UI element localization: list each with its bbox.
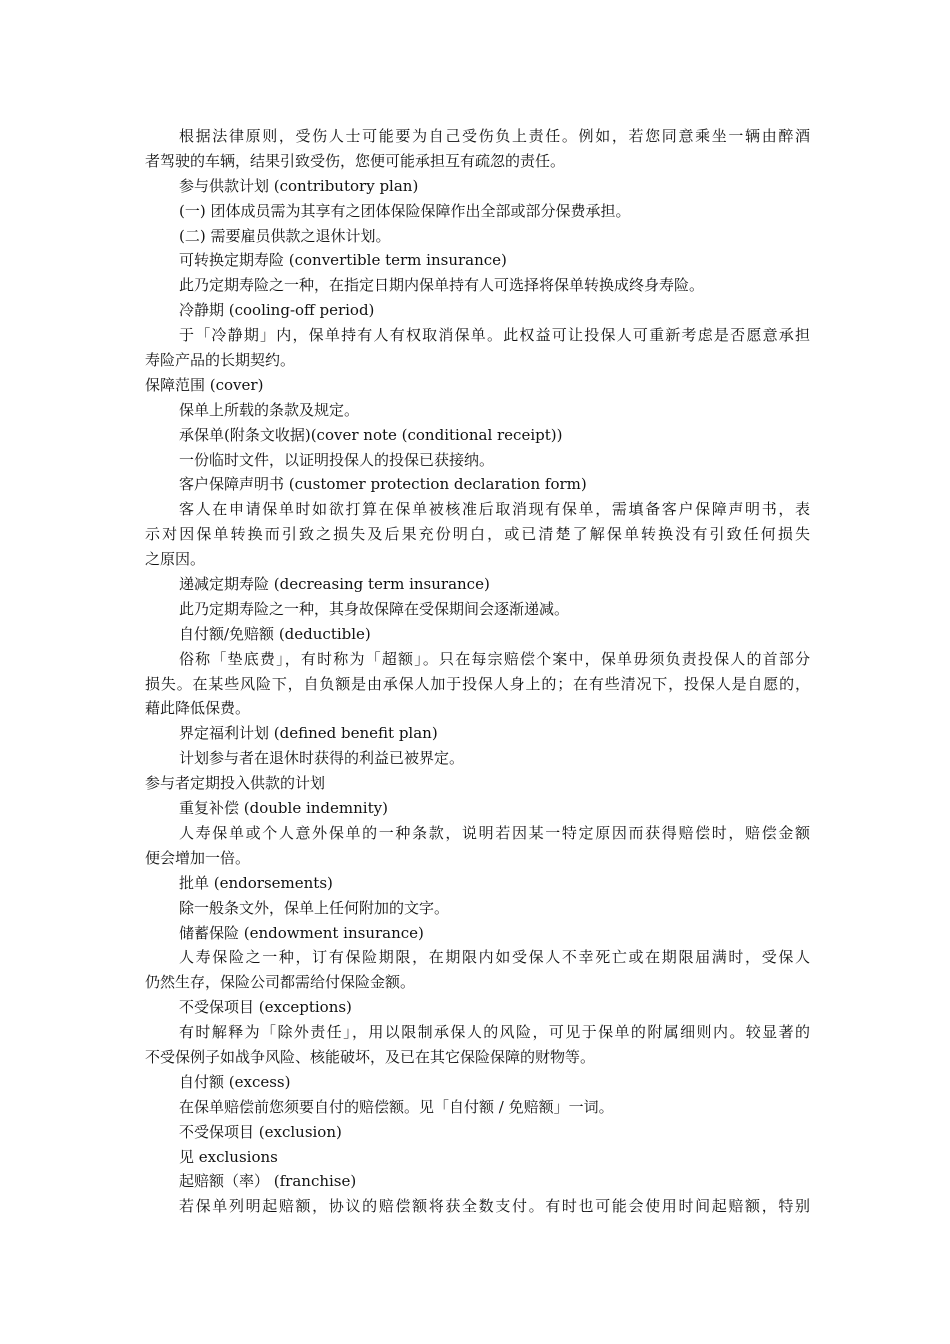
text-line: 不受保项目 (exceptions)	[179, 998, 352, 1017]
text-line: 除一般条文外，保单上任何附加的文字。	[179, 898, 450, 917]
text-line: 起赔额（率） (franchise)	[179, 1172, 357, 1191]
text-line: 有时解释为「除外责任」，用以限制承保人的风险，可见于保单的附属细则内。较显著的	[179, 1023, 810, 1042]
text-line: 此乃定期寿险之一种，在指定日期内保单持有人可选择将保单转换成终身寿险。	[179, 276, 705, 295]
text-line: 根据法律原则，受伤人士可能要为自己受伤负上责任。例如，若您同意乘坐一辆由醉酒	[179, 127, 810, 145]
text-line: 在保单赔偿前您须要自付的赔偿额。见「自付额 / 免赔额」一词。	[179, 1097, 614, 1116]
text-line: 储蓄保险 (endowment insurance)	[179, 923, 424, 942]
text-line: 见 exclusions	[179, 1147, 278, 1166]
text-line: 界定福利计划 (defined benefit plan)	[179, 724, 438, 743]
text-line: 自付额/免赔额 (deductible)	[179, 624, 371, 643]
text-line: (二) 需要雇员供款之退休计划。	[179, 226, 391, 245]
text-line: 可转换定期寿险 (convertible term insurance)	[179, 251, 507, 270]
text-line: 客户保障声明书 (customer protection declaration form)	[179, 475, 587, 494]
text-line: 人寿保单或个人意外保单的一种条款，说明若因某一特定原因而获得赔偿时，赔偿金额	[179, 823, 810, 842]
text-line: 保障范围 (cover)	[145, 375, 264, 394]
text-line: 参与供款计划 (contributory plan)	[179, 176, 419, 195]
text-line: 承保单(附条文收据)(cover note (conditional receipt))	[179, 425, 563, 444]
text-line: 不受保项目 (exclusion)	[179, 1122, 342, 1141]
text-line: (一) 团体成员需为其享有之团体保险保障作出全部或部分保费承担。	[179, 201, 631, 220]
text-line: 若保单列明起赔额，协议的赔偿额将获全数支付。有时也可能会使用时间起赔额，特别	[179, 1197, 810, 1216]
text-line: 者驾驶的车辆，结果引致受伤，您便可能承担互有疏忽的责任。	[145, 151, 566, 170]
text-line: 冷静期 (cooling-off period)	[179, 301, 375, 320]
text-line: 递减定期寿险 (decreasing term insurance)	[179, 575, 490, 594]
text-line: 人寿保险之一种，订有保险期限，在期限内如受保人不幸死亡或在期限届满时，受保人	[179, 948, 810, 967]
text-line: 损失。在某些风险下，自负额是由承保人加于投保人身上的；在有些清况下，投保人是自愿的，	[145, 674, 810, 693]
text-line: 客人在申请保单时如欲打算在保单被核准后取消现有保单，需填备客户保障声明书，表	[179, 500, 810, 519]
text-line: 计划参与者在退休时获得的利益已被界定。	[179, 749, 465, 768]
text-line: 参与者定期投入供款的计划	[145, 774, 326, 793]
text-line: 之原因。	[145, 550, 206, 569]
text-line: 仍然生存，保险公司都需给付保险金额。	[145, 973, 416, 992]
text-line: 俗称「垫底费」，有时称为「超额」。只在每宗赔偿个案中，保单毋须负责投保人的首部分	[179, 649, 810, 668]
text-line: 批单 (endorsements)	[179, 873, 333, 892]
document-body	[145, 124, 810, 1219]
text-line: 于「冷静期」内，保单持有人有权取消保单。此权益可让投保人可重新考虑是否愿意承担	[179, 326, 810, 345]
text-line: 重复补偿 (double indemnity)	[179, 799, 388, 818]
text-line: 此乃定期寿险之一种，其身故保障在受保期间会逐渐递减。	[179, 599, 570, 618]
text-line: 不受保例子如战争风险、核能破坏，及已在其它保险保障的财物等。	[145, 1047, 596, 1066]
text-line: 保单上所载的条款及规定。	[179, 400, 360, 419]
text-line: 一份临时文件，以证明投保人的投保已获接纳。	[179, 450, 495, 469]
text-line: 示对因保单转换而引致之损失及后果充份明白，或已清楚了解保单转换没有引致任何损失	[145, 525, 810, 544]
text-line: 自付额 (excess)	[179, 1072, 291, 1091]
text-line: 藉此降低保费。	[145, 699, 251, 718]
text-line: 寿险产品的长期契约。	[145, 351, 296, 370]
text-line: 便会增加一倍。	[145, 848, 251, 867]
